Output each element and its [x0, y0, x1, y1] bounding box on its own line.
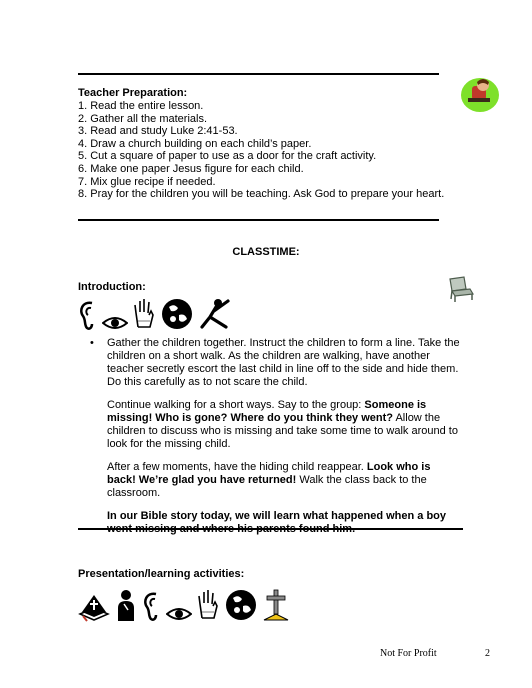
footer-label: Not For Profit [380, 648, 437, 659]
intro-paragraph-4 [107, 510, 462, 536]
bold-text: In our Bible story today, we will learn what happened when a boy [107, 510, 447, 522]
globe-head-icon [160, 297, 194, 331]
text: After a few moments, have the hiding child reappear. [107, 461, 367, 473]
prep-divider [78, 219, 439, 221]
intro-paragraph-2 [107, 399, 462, 451]
ear-icon [142, 590, 162, 622]
list-item: 1. Read the entire lesson. [78, 100, 204, 112]
introduction-title: Introduction: [78, 281, 146, 293]
text: Continue walking for a short ways. Say to the group: [107, 399, 365, 411]
list-item: 3. Read and study Luke 2:41-53. [78, 125, 238, 138]
globe-head-icon [224, 588, 258, 622]
bullet: • [90, 337, 94, 349]
list-item: 8. Pray for the children you will be teaching. Ask God to prepare your heart. [78, 188, 445, 201]
bold-text: Look who is back! We’re glad you have returned! [107, 461, 431, 486]
teacher-prep-title: Teacher Preparation: [78, 87, 188, 99]
bible-icon [78, 592, 110, 622]
intro-paragraph-3 [107, 461, 462, 500]
list-item: 6. Make one paper Jesus figure for each child. [78, 162, 304, 175]
hand-icon [196, 588, 220, 622]
top-divider [78, 73, 439, 75]
introduction-icons [78, 297, 232, 331]
chair-icon [446, 275, 476, 306]
teacher-prep-list [78, 100, 444, 201]
text: Allow the children to discuss who is missing and take some time to walk around to look for the missing child. [107, 412, 458, 450]
hand-icon [132, 297, 156, 331]
intro-paragraph-1: Gather the children together. Instruct the children to form a line. Take the children on a short walk. As the children are walking, have another teacher secretly escort the last child in line off to the side and hide them. Do this carefully as to not scare the child. [107, 337, 460, 388]
page-footer [380, 648, 490, 659]
ear-icon [78, 299, 98, 331]
list-item: 2. Gather all the materials. [78, 112, 208, 125]
classtime-heading: CLASSTIME: [232, 246, 300, 258]
presentation-title: Presentation/learning activities: [78, 568, 245, 580]
list-item: 5. Cut a square of paper to use as a door for the craft activity. [78, 150, 377, 163]
intro-divider [78, 528, 463, 530]
eye-icon [166, 606, 192, 622]
list-item: 7. Mix glue recipe if needed. [78, 175, 216, 188]
page-number: 2 [485, 648, 490, 659]
cross-icon [262, 588, 290, 622]
text: Walk the class back to the classroom. [107, 474, 427, 499]
presentation-icons [78, 588, 290, 622]
praying-person-icon [114, 588, 138, 622]
introduction-content [107, 337, 462, 546]
eye-icon [102, 315, 128, 331]
stretching-figure-icon [198, 297, 232, 331]
bold-text: Someone is missing! Who is gone? Where do you think they went? [107, 399, 427, 424]
list-item: 4. Draw a church building on each child’s paper. [78, 137, 312, 150]
teacher-icon [459, 74, 501, 117]
